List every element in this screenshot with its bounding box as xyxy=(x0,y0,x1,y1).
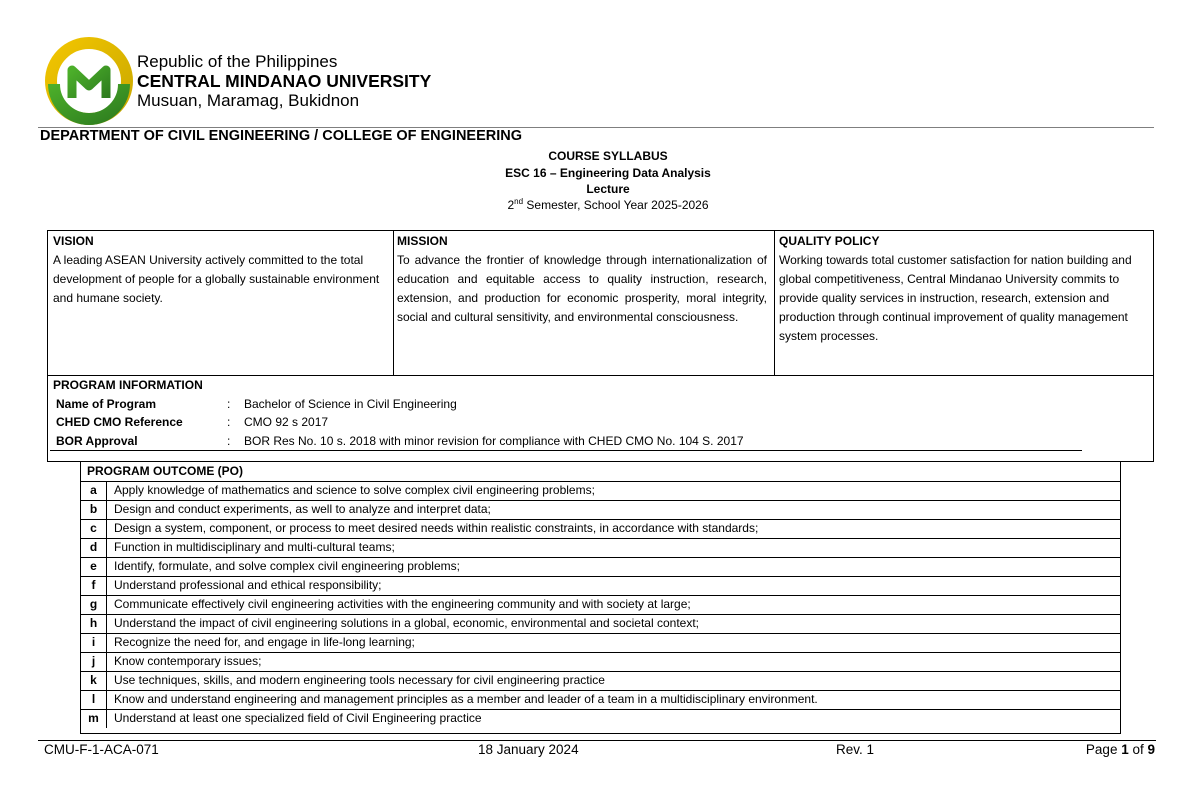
vision-heading: VISION xyxy=(53,234,94,248)
university-name: CENTRAL MINDANAO UNIVERSITY xyxy=(137,71,432,91)
po-letter: b xyxy=(89,502,98,516)
po-text: Communicate effectively civil engineering activities with the engineering community and with society at large; xyxy=(114,597,691,611)
column-divider xyxy=(774,231,775,375)
program-info-row xyxy=(53,413,329,432)
program-information xyxy=(53,376,744,450)
republic-label: Republic of the Philippines xyxy=(137,52,338,71)
program-info-row xyxy=(53,395,457,414)
quality-policy-heading: QUALITY POLICY xyxy=(779,234,880,248)
syllabus-title: COURSE SYLLABUS xyxy=(548,149,668,163)
po-text: Know and understand engineering and management principles as a member and leader of a team in a multidisciplinary environment. xyxy=(114,692,818,706)
program-outcome-heading: PROGRAM OUTCOME (PO) xyxy=(87,464,243,478)
table-row xyxy=(81,519,1120,538)
program-info-value: BOR Res No. 10 s. 2018 with minor revision for compliance with CHED CMO No. 104 S. 2017 xyxy=(244,433,744,448)
po-letter: g xyxy=(89,597,98,611)
table-row xyxy=(81,690,1120,709)
page-prefix: Page xyxy=(1085,742,1122,757)
po-letter: c xyxy=(90,521,97,535)
page-number xyxy=(1086,742,1155,757)
column-divider xyxy=(393,231,394,375)
po-letter: d xyxy=(89,540,98,554)
po-text: Design and conduct experiments, as well to analyze and interpret data; xyxy=(114,502,491,516)
table-row xyxy=(81,538,1120,557)
program-info-label: CHED CMO Reference xyxy=(56,415,183,429)
po-text: Apply knowledge of mathematics and science to solve complex civil engineering problems; xyxy=(114,483,595,497)
semester-suffix: nd xyxy=(514,197,524,206)
po-text: Identify, formulate, and solve complex civil engineering problems; xyxy=(114,559,460,573)
table-row xyxy=(81,576,1120,595)
table-row xyxy=(81,500,1120,519)
university-logo xyxy=(44,36,134,126)
po-text: Recognize the need for, and engage in life-long learning; xyxy=(114,635,415,649)
program-info-heading: PROGRAM INFORMATION xyxy=(53,378,203,392)
po-letter: i xyxy=(91,635,96,649)
revision-label: Rev. 1 xyxy=(836,742,875,757)
program-info-label: BOR Approval xyxy=(56,433,138,448)
table-row xyxy=(81,614,1120,633)
semester-line xyxy=(0,198,1200,212)
course-title: ESC 16 – Engineering Data Analysis xyxy=(505,166,711,180)
po-letter: f xyxy=(91,578,96,592)
po-text: Understand professional and ethical responsibility; xyxy=(114,578,382,592)
table-row xyxy=(81,652,1120,671)
page-current: 1 xyxy=(1121,742,1129,757)
po-text: Understand at least one specialized field of Civil Engineering practice xyxy=(114,711,482,725)
table-row xyxy=(81,595,1120,614)
quality-policy-text: Working towards total customer satisfaction for nation building and global competitiveness, Central Mindanao University commits to provide quality services in instruction, research, extension and production through continual improvement of quality management system processes. xyxy=(779,253,1132,343)
po-text: Function in multidisciplinary and multi-cultural teams; xyxy=(114,540,395,554)
po-letter: a xyxy=(90,483,97,497)
mission-text: To advance the frontier of knowledge through internationalization of education and equitable access to quality instruction, research, extension, and production for economic prosperity, moral integrity, social and cultural sensitivity, and environmental consciousness. xyxy=(397,253,767,324)
form-code: CMU-F-1-ACA-071 xyxy=(44,742,159,757)
footer-divider xyxy=(38,740,1156,741)
semester-number: 2 xyxy=(507,198,515,212)
program-info-underline xyxy=(50,450,1082,451)
table-row xyxy=(81,481,1120,500)
vision-mission-table xyxy=(47,230,1154,462)
po-text: Design a system, component, or process to meet desired needs within realistic constraints, in accordance with standards; xyxy=(114,521,759,535)
table-row xyxy=(81,671,1120,690)
table-row xyxy=(81,709,1120,728)
po-letter: k xyxy=(90,673,97,687)
university-address: Musuan, Maramag, Bukidnon xyxy=(137,91,360,110)
program-info-value: CMO 92 s 2017 xyxy=(244,415,329,429)
course-type: Lecture xyxy=(586,182,630,196)
po-letter: h xyxy=(89,616,98,630)
po-text: Know contemporary issues; xyxy=(114,654,262,668)
po-text: Use techniques, skills, and modern engineering tools necessary for civil engineering practice xyxy=(114,673,605,687)
table-row xyxy=(81,633,1120,652)
mission-cell xyxy=(397,232,767,327)
vision-cell xyxy=(53,232,383,308)
footer-date: 18 January 2024 xyxy=(478,742,579,757)
program-info-value: Bachelor of Science in Civil Engineering xyxy=(244,396,457,411)
program-info-label: Name of Program xyxy=(56,396,157,411)
department-title: DEPARTMENT OF CIVIL ENGINEERING / COLLEGE OF ENGINEERING xyxy=(40,128,523,144)
po-letter: e xyxy=(90,559,97,573)
po-letter: m xyxy=(88,711,99,725)
program-info-colon: : xyxy=(227,415,231,429)
po-letter: l xyxy=(91,692,96,706)
program-info-row xyxy=(53,432,744,451)
po-text: Understand the impact of civil engineering solutions in a global, economic, environmental and societal context; xyxy=(114,616,699,630)
section-divider xyxy=(48,375,1153,376)
page-total: 9 xyxy=(1147,742,1155,757)
mission-heading: MISSION xyxy=(397,234,448,248)
table-row xyxy=(81,557,1120,576)
po-letter: j xyxy=(91,654,96,668)
program-info-colon: : xyxy=(227,396,231,411)
vision-text: A leading ASEAN University actively committed to the total development of people for a globally sustainable environment and humane society. xyxy=(53,253,380,305)
program-info-colon: : xyxy=(227,433,231,448)
page-of: of xyxy=(1128,742,1148,757)
semester-text: Semester, School Year 2025-2026 xyxy=(523,198,709,212)
quality-policy-cell xyxy=(779,232,1149,346)
program-outcome-table xyxy=(80,461,1121,734)
